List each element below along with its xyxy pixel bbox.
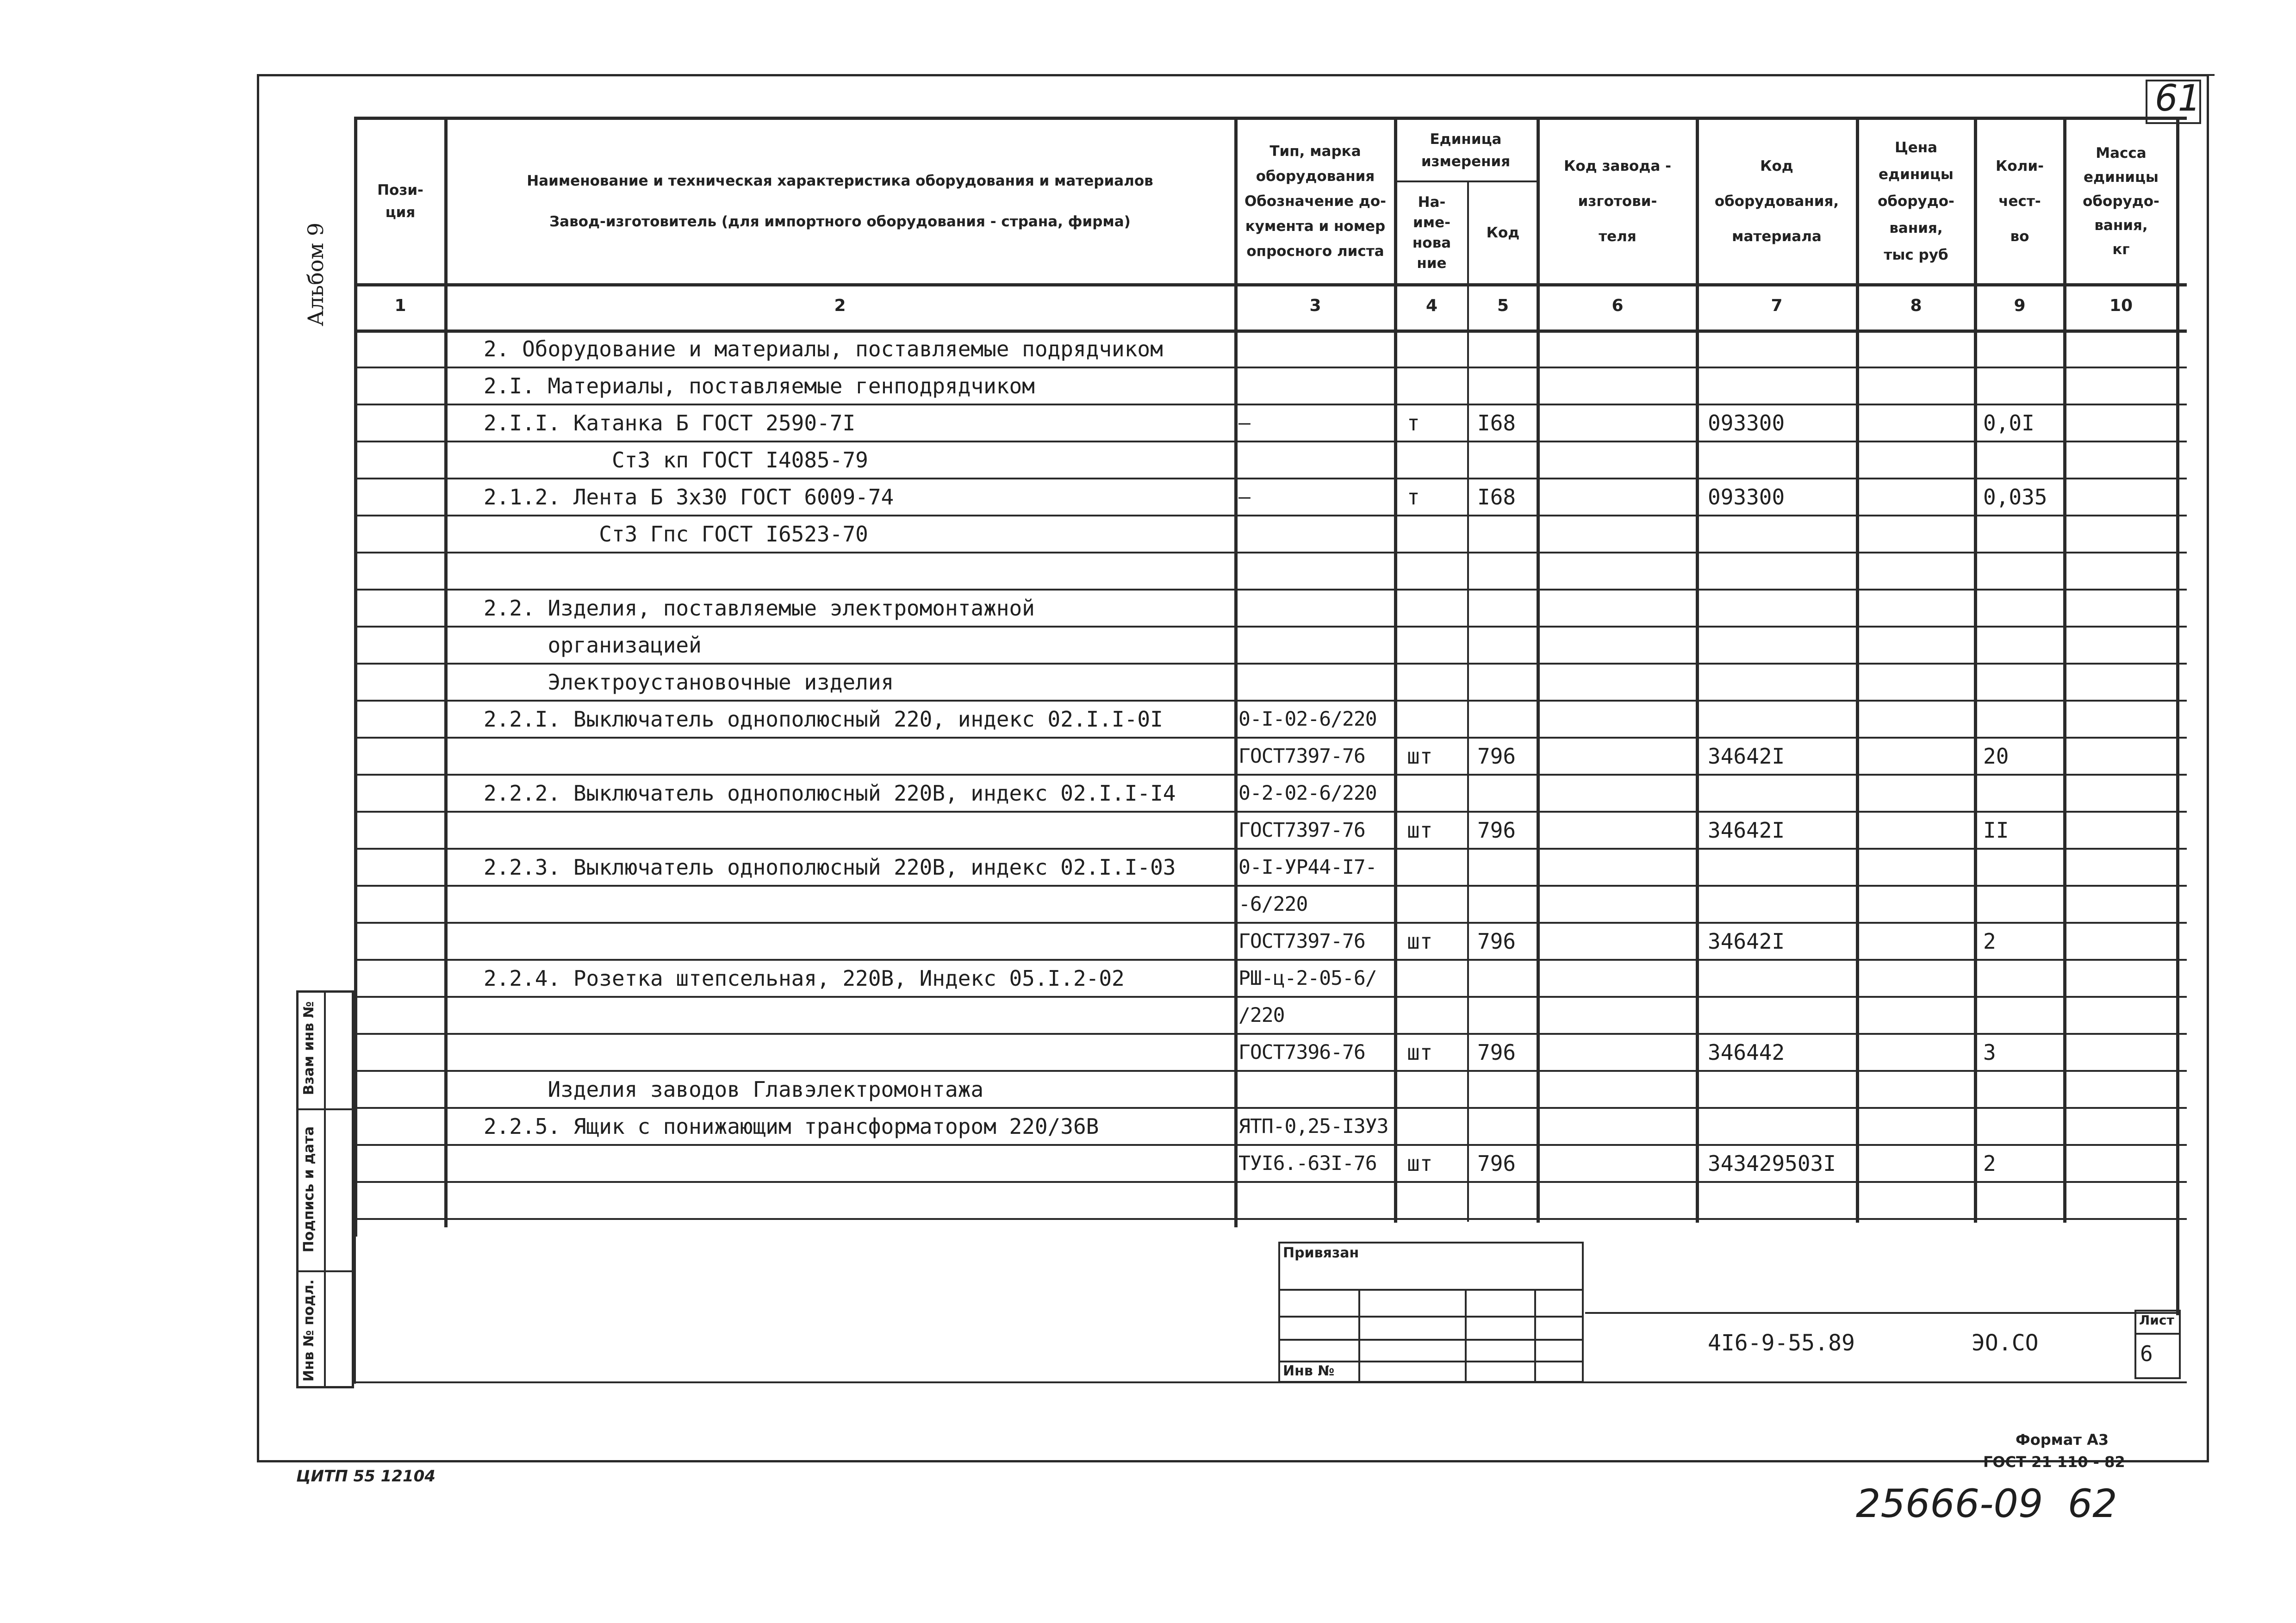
table-cell-c7: 34642I <box>1708 744 1785 769</box>
column-number: 7 <box>1771 296 1783 315</box>
table-cell-c3: -6/220 <box>1238 893 1308 916</box>
column-number: 4 <box>1425 296 1438 315</box>
table-cell-c4: шт <box>1407 744 1433 769</box>
column-number: 5 <box>1497 296 1509 315</box>
inv-no-label: Инв № <box>1283 1363 1335 1379</box>
table-cell-c2: Ст3 Гпс ГОСТ I6523-70 <box>484 522 868 547</box>
table-cell-c7: 093300 <box>1708 485 1785 510</box>
stamp-podpis: Подпись и дата <box>301 1126 317 1253</box>
sheet-number-handwritten: 61 <box>2155 78 2201 119</box>
list-value: 6 <box>2140 1341 2153 1366</box>
table-cell-c7: 34642I <box>1708 818 1785 843</box>
header-unit-price: Цена единицы оборудо- вания, тыс руб <box>1878 139 1954 263</box>
section-code: ЭО.СО <box>1972 1330 2039 1356</box>
table-cell-c3: – <box>1238 411 1250 435</box>
table-cell-c4: шт <box>1407 929 1433 954</box>
header-quantity: Коли- чест- во <box>1996 158 2044 245</box>
table-cell-c2: Изделия заводов Главэлектромонтажа <box>484 1077 984 1102</box>
table-cell-c3: ТУI6.-63I-76 <box>1238 1152 1377 1175</box>
table-cell-c4: т <box>1407 410 1420 435</box>
column-number: 8 <box>1910 296 1922 315</box>
table-cell-c2: организацией <box>484 633 702 658</box>
column-number: 6 <box>1612 296 1624 315</box>
table-cell-c9: 20 <box>1983 744 2009 769</box>
table-cell-c9: 3 <box>1983 1040 1996 1065</box>
table-cell-c3: ГОСТ7397-76 <box>1238 745 1365 768</box>
album-label: Альбом 9 <box>303 222 328 326</box>
header-position: Пози- ция <box>377 182 423 221</box>
table-cell-c7: 346442 <box>1708 1040 1785 1065</box>
table-cell-c3: 0-I-02-6/220 <box>1238 708 1377 731</box>
archive-number: 25666-09 62 <box>1856 1481 2117 1526</box>
table-cell-c3: /220 <box>1238 1004 1285 1027</box>
tsitp-label: ЦИТП 55 12104 <box>296 1467 436 1486</box>
header-maker-code: Код завода - изготови- теля <box>1564 158 1671 245</box>
table-cell-c9: 0,0I <box>1983 410 2035 435</box>
table-cell-c9: II <box>1983 818 2009 843</box>
table-cell-c2: 2.2.4. Розетка штепсельная, 220В, Индекс 05.I.2-02 <box>484 966 1125 991</box>
table-cell-c2: 2.I. Материалы, поставляемые генподрядчиком <box>484 373 1035 398</box>
table-cell-c2: 2.2.3. Выключатель однополюсный 220В, индекс 02.I.I-03 <box>484 855 1176 880</box>
table-cell-c5: I68 <box>1477 485 1516 510</box>
table-cell-c5: 796 <box>1477 744 1516 769</box>
table-cell-c9: 0,035 <box>1983 485 2047 510</box>
table-cell-c3: ГОСТ7396-76 <box>1238 1041 1365 1064</box>
table-cell-c3: 0-2-02-6/220 <box>1238 782 1377 805</box>
table-cell-c2: 2. Оборудование и материалы, поставляемые подрядчиком <box>484 336 1163 361</box>
header-unit-name: На- име- нова ние <box>1412 193 1451 272</box>
header-unit-group: Единица измерения <box>1421 131 1511 170</box>
table-cell-c2: 2.1.2. Лента Б 3х30 ГОСТ 6009-74 <box>484 485 894 510</box>
table-cell-c2: Ст3 кп ГОСТ I4085-79 <box>484 448 868 473</box>
table-cell-c3: РШ-ц-2-05-6/ <box>1238 967 1377 990</box>
table-cell-c3: 0-I-УР44-I7- <box>1238 856 1377 879</box>
table-cell-c9: 2 <box>1983 929 1996 954</box>
header-name: Наименование и техническая характеристика оборудования и материалов Завод-изготовитель (для импортного оборудования - страна, фирма) <box>527 173 1153 230</box>
column-number: 3 <box>1309 296 1321 315</box>
table-cell-c2: Электроустановочные изделия <box>484 670 894 695</box>
format-label: Формат А3 <box>2016 1431 2109 1449</box>
stamp-inv-podl: Инв № подл. <box>301 1279 317 1382</box>
table-cell-c2: 2.2. Изделия, поставляемые электромонтажной <box>484 596 1035 621</box>
table-cell-c3: ЯТП-0,25-I3У3 <box>1238 1115 1388 1138</box>
column-number: 9 <box>2014 296 2026 315</box>
table-cell-c7: 093300 <box>1708 410 1785 435</box>
header-unit-mass: Масса единицы оборудо- вания, кг <box>2083 145 2159 258</box>
column-number: 2 <box>834 296 846 315</box>
table-cell-c5: 796 <box>1477 1040 1516 1065</box>
table-cell-c5: 796 <box>1477 1151 1516 1176</box>
table-cell-c3: ГОСТ7397-76 <box>1238 930 1365 953</box>
table-cell-c9: 2 <box>1983 1151 1996 1176</box>
top-cut-line <box>257 74 2215 76</box>
privyazan-label: Привязан <box>1283 1245 1359 1261</box>
table-cell-c7: 343429503I <box>1708 1151 1836 1176</box>
table-cell-c3: – <box>1238 485 1250 509</box>
table-cell-c4: шт <box>1407 1040 1433 1065</box>
stamp-vzam: Взам инв № <box>301 1001 317 1095</box>
gost-label: ГОСТ 21 110 - 82 <box>1983 1453 2125 1471</box>
table-cell-c2: 2.2.5. Ящик с понижающим трансформатором 220/36В <box>484 1114 1099 1139</box>
header-unit-code: Код <box>1486 224 1520 241</box>
table-cell-c4: шт <box>1407 1151 1433 1176</box>
header-type: Тип, марка оборудования Обозначение до- кумента и номер опросного листа <box>1244 143 1387 260</box>
table-cell-c5: I68 <box>1477 410 1516 435</box>
table-cell-c3: ГОСТ7397-76 <box>1238 819 1365 842</box>
header-equipment-code: Код оборудования, материала <box>1714 158 1839 245</box>
column-number: 1 <box>394 296 406 315</box>
table-cell-c2: 2.2.I. Выключатель однополюсный 220, индекс 02.I.I-0I <box>484 707 1163 732</box>
table-cell-c5: 796 <box>1477 929 1516 954</box>
table-cell-c4: шт <box>1407 818 1433 843</box>
sheet-frame <box>257 74 2209 1462</box>
list-label: Лист <box>2139 1312 2174 1328</box>
column-number: 10 <box>2109 296 2133 315</box>
table-cell-c2: 2.2.2. Выключатель однополюсный 220В, индекс 02.I.I-I4 <box>484 781 1176 806</box>
document-code: 4I6-9-55.89 <box>1708 1330 1855 1356</box>
table-cell-c4: т <box>1407 485 1420 510</box>
table-cell-c5: 796 <box>1477 818 1516 843</box>
table-cell-c2: 2.I.I. Катанка Б ГОСТ 2590-7I <box>484 410 856 435</box>
table-cell-c7: 34642I <box>1708 929 1785 954</box>
